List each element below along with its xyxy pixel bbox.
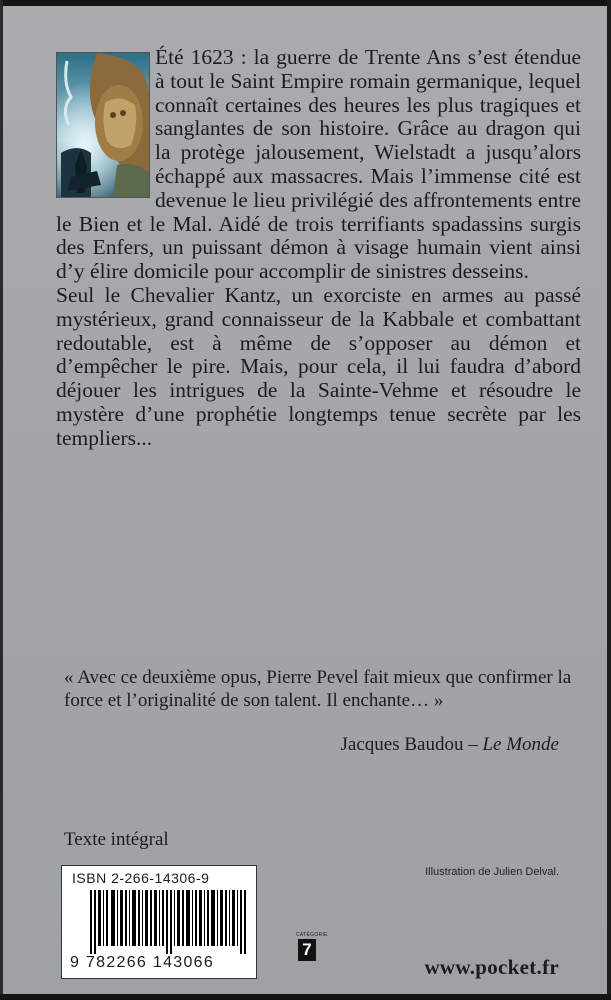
quote-author: Jacques Baudou – bbox=[340, 734, 483, 755]
top-edge bbox=[0, 0, 611, 6]
blurb-paragraph-1: Été 1623 : la guerre de Trente Ans s’est étendue à tout le Saint Empire romain germanique, lequel connaît certaines des heures les plus tragiques et sanglantes de son histoire. Grâce au dragon qui la protège jalousement, Wielstadt a jusqu’alors échappé aux massacres. Mais l’immense cité est devenue le lieu privilégié des affrontements entre le Bien et le Mal. Aidé de trois terrifiants spadassins surgis des Enfers, un puissant démon à visage humain vient ainsi d’y élire domicile pour accomplir de sinistres desseins. bbox=[56, 45, 581, 284]
right-edge bbox=[607, 0, 611, 1000]
barcode bbox=[90, 890, 248, 954]
cover-illustration bbox=[57, 53, 149, 197]
blurb-paragraph-2: Seul le Chevalier Kantz, un exorciste en armes au passé mystérieux, grand connaisseur de la Kabbale et combattant redoutable, est à même de s’opposer au démon et d’empêcher le pire. Mais, pour cela, il lui faudra d’abord déjouer les intrigues de la Sainte-Vehme et résoudre le mystère d’une prophétie longtemps tenue secrète par les templiers... bbox=[56, 282, 581, 450]
integral-label: Texte intégral bbox=[64, 829, 169, 850]
quote-attribution bbox=[341, 734, 559, 756]
category-badge bbox=[296, 932, 328, 962]
bottom-edge bbox=[0, 994, 611, 1000]
ean-number: 9 782266 143066 bbox=[70, 954, 215, 971]
isbn-label: ISBN 2-266-14306-9 bbox=[72, 870, 210, 886]
category-label: CATÉGORIE bbox=[296, 932, 328, 938]
press-quote: « Avec ce deuxième opus, Pierre Pevel fait mieux que confirmer la force et l’originalité de son talent. Il enchante… » bbox=[64, 667, 572, 711]
category-number: 7 bbox=[298, 939, 316, 961]
quote-source: Le Monde bbox=[482, 734, 559, 755]
isbn-barcode-box bbox=[61, 865, 257, 979]
publisher-website: www.pocket.fr bbox=[424, 955, 559, 979]
cover-thumbnail bbox=[56, 52, 150, 198]
illustration-credit: Illustration de Julien Delval. bbox=[425, 866, 559, 878]
left-edge bbox=[0, 0, 3, 1000]
